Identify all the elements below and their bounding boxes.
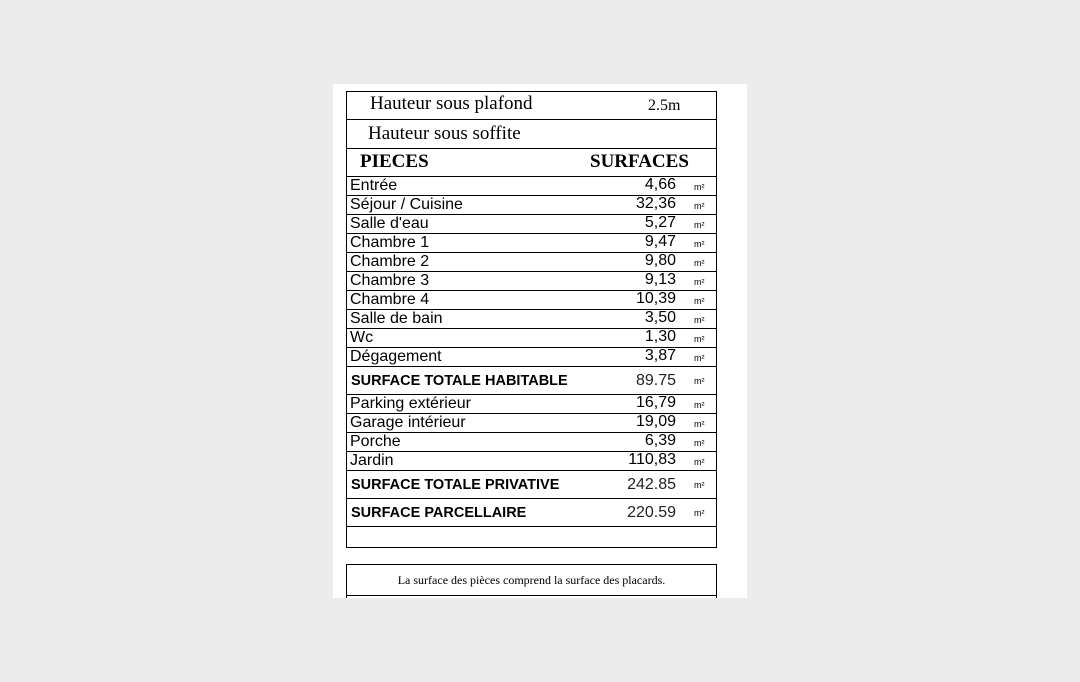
- unit-label: m²: [694, 480, 705, 490]
- room-surface: 32,36: [635, 195, 676, 212]
- room-surface: 9,47: [644, 233, 676, 250]
- unit-label: m²: [694, 376, 705, 386]
- unit-label: m²: [694, 419, 705, 429]
- table-row: [347, 329, 716, 348]
- surface-parcellaire-row: [347, 499, 716, 527]
- surface-parcellaire-value: 220.59: [627, 504, 676, 521]
- unit-label: m²: [694, 239, 705, 249]
- room-surface: 1,30: [644, 328, 676, 345]
- unit-label: m²: [694, 296, 705, 306]
- area-surface: 6,39: [644, 432, 676, 449]
- room-surface: 3,87: [644, 347, 676, 364]
- unit-label: m²: [694, 400, 705, 410]
- unit-label: m²: [694, 353, 705, 363]
- room-name: Séjour / Cuisine: [350, 196, 463, 213]
- document-sheet: [333, 84, 747, 598]
- table-row: [347, 348, 716, 367]
- table-row: [347, 310, 716, 329]
- area-name: Porche: [350, 433, 401, 450]
- room-name: Chambre 4: [350, 291, 430, 308]
- table-row: [347, 272, 716, 291]
- table-row: [347, 291, 716, 310]
- empty-row: [347, 527, 716, 547]
- soffit-height-label: Hauteur sous soffite: [368, 123, 521, 144]
- room-surface: 9,80: [644, 252, 676, 269]
- room-name: Wc: [350, 329, 374, 346]
- note-text: La surface des pièces comprend la surface des placards.: [397, 573, 666, 587]
- ceiling-height-row: [347, 92, 716, 120]
- table-row: [347, 433, 716, 452]
- table-row: [347, 395, 716, 414]
- room-name: Salle de bain: [350, 310, 443, 327]
- surface-table: [346, 91, 717, 548]
- table-row: [347, 196, 716, 215]
- unit-label: m²: [694, 220, 705, 230]
- room-surface: 3,50: [644, 309, 676, 326]
- area-surface: 19,09: [635, 413, 676, 430]
- table-row: [347, 414, 716, 433]
- unit-label: m²: [694, 457, 705, 467]
- unit-label: m²: [694, 334, 705, 344]
- room-name: Chambre 1: [350, 234, 430, 251]
- room-name: Chambre 3: [350, 272, 430, 289]
- unit-label: m²: [694, 438, 705, 448]
- ceiling-height-label: Hauteur sous plafond: [370, 93, 533, 114]
- room-name: Chambre 2: [350, 253, 430, 270]
- room-name: Entrée: [350, 177, 398, 194]
- room-surface: 4,66: [644, 176, 676, 193]
- room-surface: 10,39: [635, 290, 676, 307]
- column-header-pieces: PIECES: [360, 151, 429, 172]
- room-name: Salle d'eau: [350, 215, 429, 232]
- area-name: Garage intérieur: [350, 414, 466, 431]
- total-habitable-value: 89.75: [635, 372, 676, 389]
- table-row: [347, 452, 716, 471]
- soffit-height-row: [347, 120, 716, 149]
- note-box: [346, 564, 717, 598]
- area-name: Parking extérieur: [350, 395, 471, 412]
- area-surface: 16,79: [635, 394, 676, 411]
- total-privative-row: [347, 471, 716, 499]
- unit-label: m²: [694, 182, 705, 192]
- ceiling-height-value: 2.5m: [648, 97, 681, 114]
- unit-label: m²: [694, 258, 705, 268]
- table-header-row: [347, 149, 716, 177]
- total-privative-value: 242.85: [627, 476, 676, 493]
- total-habitable-label: SURFACE TOTALE HABITABLE: [351, 373, 568, 389]
- table-row: [347, 215, 716, 234]
- table-row: [347, 234, 716, 253]
- unit-label: m²: [694, 315, 705, 325]
- area-surface: 110,83: [628, 451, 676, 468]
- surface-parcellaire-label: SURFACE PARCELLAIRE: [351, 505, 527, 521]
- column-header-surfaces: SURFACES: [590, 151, 689, 172]
- table-row: [347, 177, 716, 196]
- room-name: Dégagement: [350, 348, 442, 365]
- total-habitable-row: [347, 367, 716, 395]
- unit-label: m²: [694, 508, 705, 518]
- unit-label: m²: [694, 201, 705, 211]
- room-surface: 5,27: [644, 214, 676, 231]
- area-name: Jardin: [350, 452, 394, 469]
- room-surface: 9,13: [644, 271, 676, 288]
- table-row: [347, 253, 716, 272]
- unit-label: m²: [694, 277, 705, 287]
- divider: [347, 595, 716, 596]
- total-privative-label: SURFACE TOTALE PRIVATIVE: [351, 477, 560, 493]
